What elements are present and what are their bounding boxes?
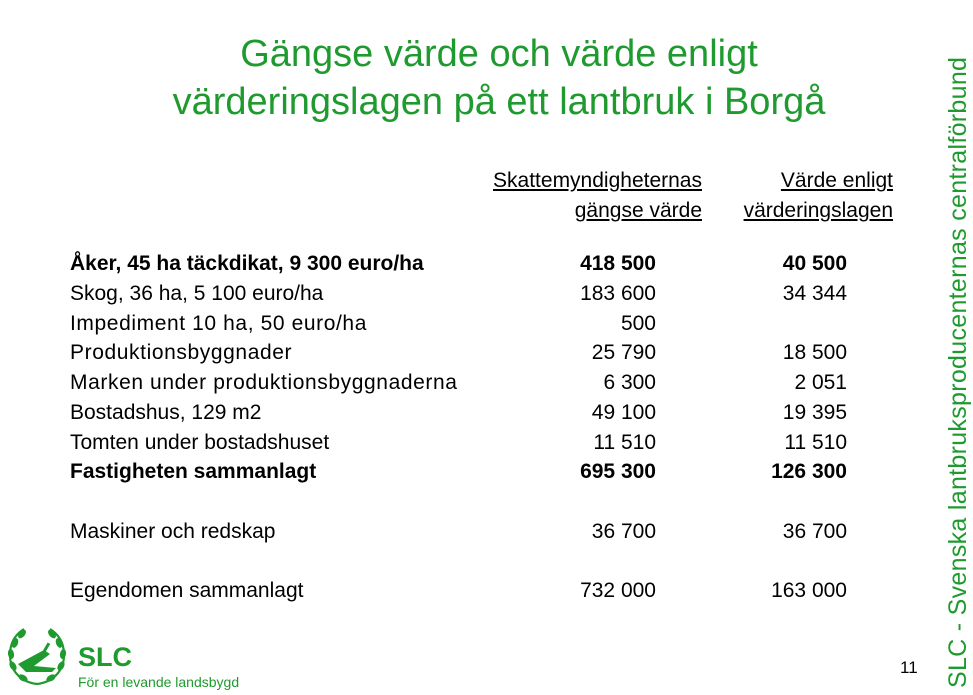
- varderingslagen-cell: 19 395: [782, 401, 847, 424]
- organization-side-text: SLC - Svenska lantbruksproducenternas centralförbund: [944, 56, 972, 688]
- row-label: Produktionsbyggnader: [70, 341, 293, 364]
- row-label: Maskiner och redskap: [70, 520, 276, 543]
- logo-tagline: För en levande landsbygd: [78, 674, 240, 690]
- varderingslagen-cell: 34 344: [782, 282, 847, 305]
- varderingslagen-cell: 40 500: [782, 252, 847, 275]
- table-row: [70, 428, 850, 458]
- gangse-varde-cell: 183 600: [580, 282, 656, 305]
- gangse-varde-cell: 11 510: [593, 431, 656, 454]
- title-line-1: Gängse värde och värde enligt: [240, 33, 758, 75]
- varderingslagen-cell: 163 000: [771, 579, 847, 602]
- column-header-gangse-varde: [493, 166, 702, 226]
- table-row: [70, 279, 850, 309]
- varderingslagen-cell: 18 500: [782, 341, 847, 364]
- column-header-line: värderingslagen: [743, 199, 893, 222]
- gangse-varde-cell: 6 300: [603, 371, 656, 394]
- page-number: 11: [900, 658, 918, 677]
- column-header-line: Värde enligt: [780, 169, 893, 192]
- row-label: Skog, 36 ha, 5 100 euro/ha: [70, 282, 324, 305]
- table-row: [70, 398, 850, 428]
- gangse-varde-cell: 732 000: [580, 579, 656, 602]
- logo-name: SLC: [78, 642, 132, 672]
- row-label: Tomten under bostadshuset: [70, 431, 330, 454]
- row-label: Åker, 45 ha täckdikat, 9 300 euro/ha: [70, 252, 424, 275]
- gangse-varde-cell: 418 500: [580, 252, 656, 275]
- varderingslagen-cell: 36 700: [782, 520, 847, 543]
- gangse-varde-cell: 25 790: [591, 341, 656, 364]
- plough-wreath-logo-icon: [4, 624, 70, 690]
- table-row: [70, 576, 850, 606]
- table-row: [70, 457, 850, 487]
- column-header-line: Skattemyndigheternas: [493, 169, 702, 192]
- title-line-2: värderingslagen på ett lantbruk i Borgå: [172, 81, 826, 123]
- row-label: Fastigheten sammanlagt: [70, 460, 317, 483]
- gangse-varde-cell: 500: [620, 312, 656, 335]
- table-row: [70, 338, 850, 368]
- gangse-varde-cell: 695 300: [580, 460, 656, 483]
- row-label: Bostadshus, 129 m2: [70, 401, 262, 424]
- table-row: [70, 517, 850, 547]
- gangse-varde-cell: 36 700: [591, 520, 656, 543]
- row-label: Egendomen sammanlagt: [70, 579, 304, 602]
- row-label: Marken under produktionsbyggnaderna: [70, 371, 458, 394]
- column-header-line: gängse värde: [574, 199, 702, 222]
- table-row: [70, 368, 850, 398]
- table-row: [70, 249, 850, 279]
- varderingslagen-cell: 126 300: [771, 460, 847, 483]
- varderingslagen-cell: 2 051: [794, 371, 847, 394]
- varderingslagen-cell: 11 510: [784, 431, 847, 454]
- column-header-varderingslagen: [744, 166, 893, 226]
- page-title: [104, 30, 894, 126]
- gangse-varde-cell: 49 100: [591, 401, 656, 424]
- row-label: Impediment 10 ha, 50 euro/ha: [70, 312, 367, 335]
- table-row: [70, 309, 850, 339]
